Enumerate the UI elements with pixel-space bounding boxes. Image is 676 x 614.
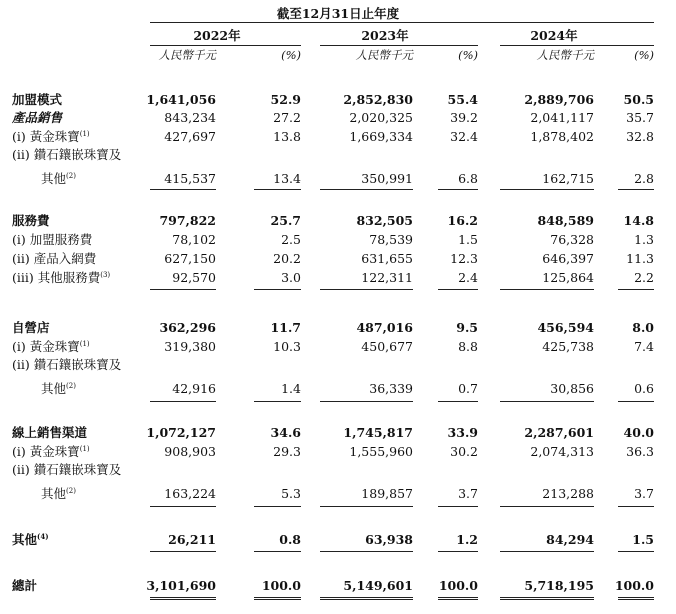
table-cell: 425,738 [542,339,594,354]
table-cell: 213,288 [542,486,594,501]
table-cell: 0.8 [279,532,301,547]
table-cell: 2,074,313 [530,444,594,459]
table-cell: 2.4 [458,270,478,285]
rule [500,189,594,190]
table-cell: 3.7 [458,486,478,501]
row-label: (ii) 鑽石鑲嵌珠寶及 [12,462,122,477]
row-label: (i) 加盟服務費 [12,232,93,247]
row-label: 其他$^{(2)}$ [41,486,76,501]
table-cell: 450,677 [361,339,413,354]
row-label: (i) 黃金珠寶$^{(1)}$ [12,129,90,144]
unit-amount: 人民幣千元 [355,48,413,62]
unit-percent: (%) [458,48,478,62]
table-cell: 1.4 [281,381,301,396]
table-cell: 1,669,334 [349,129,413,144]
footnote-marker: (3) [100,270,111,279]
table-cell: 487,016 [356,320,413,335]
table-cell: 832,505 [356,213,413,228]
table-cell: 1,641,056 [146,92,216,107]
table-cell: 20.2 [273,251,301,266]
table-cell: 76,328 [550,232,594,247]
table-cell: 2.8 [634,171,654,186]
table-cell: 2,852,830 [343,92,413,107]
table-cell: 1,555,960 [349,444,413,459]
row-label: (i) 黃金珠寶$^{(1)}$ [12,339,90,354]
table-cell: 52.9 [270,92,301,107]
table-cell: 8.8 [458,339,478,354]
row-label: 線上銷售渠道 [12,425,88,440]
unit-amount: 人民幣千元 [536,48,594,62]
rule [438,401,478,402]
rule [320,401,413,402]
unit-percent: (%) [634,48,654,62]
row-label: 其他$^{(4)}$ [12,531,49,547]
table-cell: 33.9 [447,425,478,440]
rule [254,289,301,290]
table-cell: 32.8 [626,129,654,144]
footnote-marker: (2) [66,486,76,495]
table-cell: 5.3 [281,486,301,501]
table-cell: 456,594 [537,320,594,335]
table-cell: 3,101,690 [146,578,216,593]
table-cell: 100.0 [438,578,478,593]
rule [254,551,301,552]
double-rule [150,597,216,600]
table-cell: 631,655 [361,251,413,266]
rule [320,506,413,507]
row-label: 加盟模式 [12,92,63,107]
rule [618,506,654,507]
row-label: 自營店 [12,320,50,335]
double-rule [320,597,413,600]
table-cell: 646,397 [542,251,594,266]
table-cell: 1.5 [632,532,654,547]
table-cell: 7.4 [634,339,654,354]
rule [150,506,216,507]
row-label: (ii) 產品入網費 [12,251,97,266]
unit-percent: (%) [281,48,301,62]
rule [438,551,478,552]
rule [500,551,594,552]
rule [150,189,216,190]
rule [618,289,654,290]
table-cell: 350,991 [361,171,413,186]
table-cell: 843,234 [164,110,216,125]
table-cell: 13.4 [273,171,301,186]
table-cell: 0.7 [458,381,478,396]
table-cell: 0.6 [634,381,654,396]
table-cell: 908,903 [164,444,216,459]
table-cell: 36.3 [626,444,654,459]
table-cell: 78,102 [172,232,216,247]
rule [618,551,654,552]
row-label: 其他$^{(2)}$ [41,381,76,396]
rule [150,22,654,23]
double-rule [500,597,594,600]
table-cell: 122,311 [361,270,413,285]
table-cell: 25.7 [270,213,301,228]
rule [618,401,654,402]
table-cell: 50.5 [623,92,654,107]
table-cell: 35.7 [626,110,654,125]
table-cell: 3.0 [281,270,301,285]
table-cell: 100.0 [261,578,301,593]
rule [150,401,216,402]
footnote-marker: (1) [79,339,90,348]
table-cell: 13.8 [273,129,301,144]
table-cell: 797,822 [159,213,216,228]
period-heading: 截至12月31日止年度 [276,6,400,21]
row-label: (i) 黃金珠寶$^{(1)}$ [12,444,90,459]
double-rule [254,597,301,600]
table-cell: 189,857 [361,486,413,501]
footnote-marker: (1) [79,444,90,453]
table-cell: 42,916 [172,381,216,396]
unit-amount: 人民幣千元 [158,48,216,62]
table-cell: 84,294 [546,532,594,547]
table-cell: 78,539 [369,232,413,247]
rule [500,401,594,402]
table-cell: 63,938 [365,532,413,547]
table-cell: 1.3 [634,232,654,247]
table-cell: 3.7 [634,486,654,501]
table-cell: 92,570 [172,270,216,285]
table-cell: 29.3 [273,444,301,459]
rule [438,189,478,190]
table-cell: 2.2 [634,270,654,285]
table-cell: 11.7 [270,320,301,335]
rule [320,289,413,290]
table-cell: 30.2 [450,444,478,459]
table-cell: 319,380 [164,339,216,354]
table-cell: 100.0 [614,578,654,593]
table-cell: 1.5 [458,232,478,247]
rule [254,506,301,507]
table-cell: 848,589 [537,213,594,228]
table-cell: 1,878,402 [530,129,594,144]
table-cell: 2,041,117 [530,110,594,125]
year-heading: 2024年 [530,28,578,43]
table-cell: 1.2 [456,532,478,547]
table-cell: 8.0 [632,320,654,335]
rule [438,506,478,507]
footnote-marker: (2) [66,381,76,390]
table-cell: 36,339 [369,381,413,396]
table-cell: 2,287,601 [524,425,594,440]
rule [618,189,654,190]
table-cell: 2.5 [281,232,301,247]
rule [500,506,594,507]
footnote-marker: (2) [66,171,76,180]
table-cell: 415,537 [164,171,216,186]
rule [150,45,301,46]
rule [254,401,301,402]
table-cell: 427,697 [164,129,216,144]
table-cell: 362,296 [159,320,216,335]
table-cell: 32.4 [450,129,478,144]
double-rule [438,597,478,600]
table-cell: 34.6 [270,425,301,440]
rule [320,45,478,46]
table-cell: 125,864 [542,270,594,285]
table-cell: 55.4 [447,92,478,107]
table-cell: 27.2 [273,110,301,125]
rule [254,189,301,190]
table-cell: 5,718,195 [524,578,594,593]
rule [150,289,216,290]
table-cell: 6.8 [458,171,478,186]
row-label: 總計 [12,578,38,593]
table-cell: 10.3 [273,339,301,354]
table-cell: 163,224 [164,486,216,501]
row-label: (ii) 鑽石鑲嵌珠寶及 [12,357,122,372]
footnote-marker: (1) [79,129,90,138]
rule [438,289,478,290]
table-cell: 30,856 [550,381,594,396]
table-cell: 39.2 [450,110,478,125]
table-cell: 1,072,127 [146,425,216,440]
table-cell: 9.5 [456,320,478,335]
table-cell: 14.8 [623,213,654,228]
table-cell: 40.0 [623,425,654,440]
table-cell: 162,715 [542,171,594,186]
rule [320,551,413,552]
double-rule [618,597,654,600]
table-cell: 2,889,706 [524,92,594,107]
table-cell: 16.2 [447,213,478,228]
table-cell: 2,020,325 [349,110,413,125]
table-cell: 12.3 [450,251,478,266]
year-heading: 2023年 [361,28,409,43]
table-cell: 26,211 [168,532,216,547]
rule [320,189,413,190]
table-cell: 1,745,817 [343,425,413,440]
row-label: 服務費 [12,213,50,228]
table-cell: 11.3 [626,251,654,266]
rule [500,45,654,46]
row-label: (ii) 鑽石鑲嵌珠寶及 [12,147,122,162]
table-cell: 5,149,601 [343,578,413,593]
row-label: 產品銷售 [12,110,63,125]
footnote-marker: (4) [37,531,49,541]
row-label: 其他$^{(2)}$ [41,171,76,186]
row-label: (iii) 其他服務費$^{(3)}$ [12,270,111,285]
table-cell: 627,150 [164,251,216,266]
year-heading: 2022年 [193,28,241,43]
rule [500,289,594,290]
rule [150,551,216,552]
